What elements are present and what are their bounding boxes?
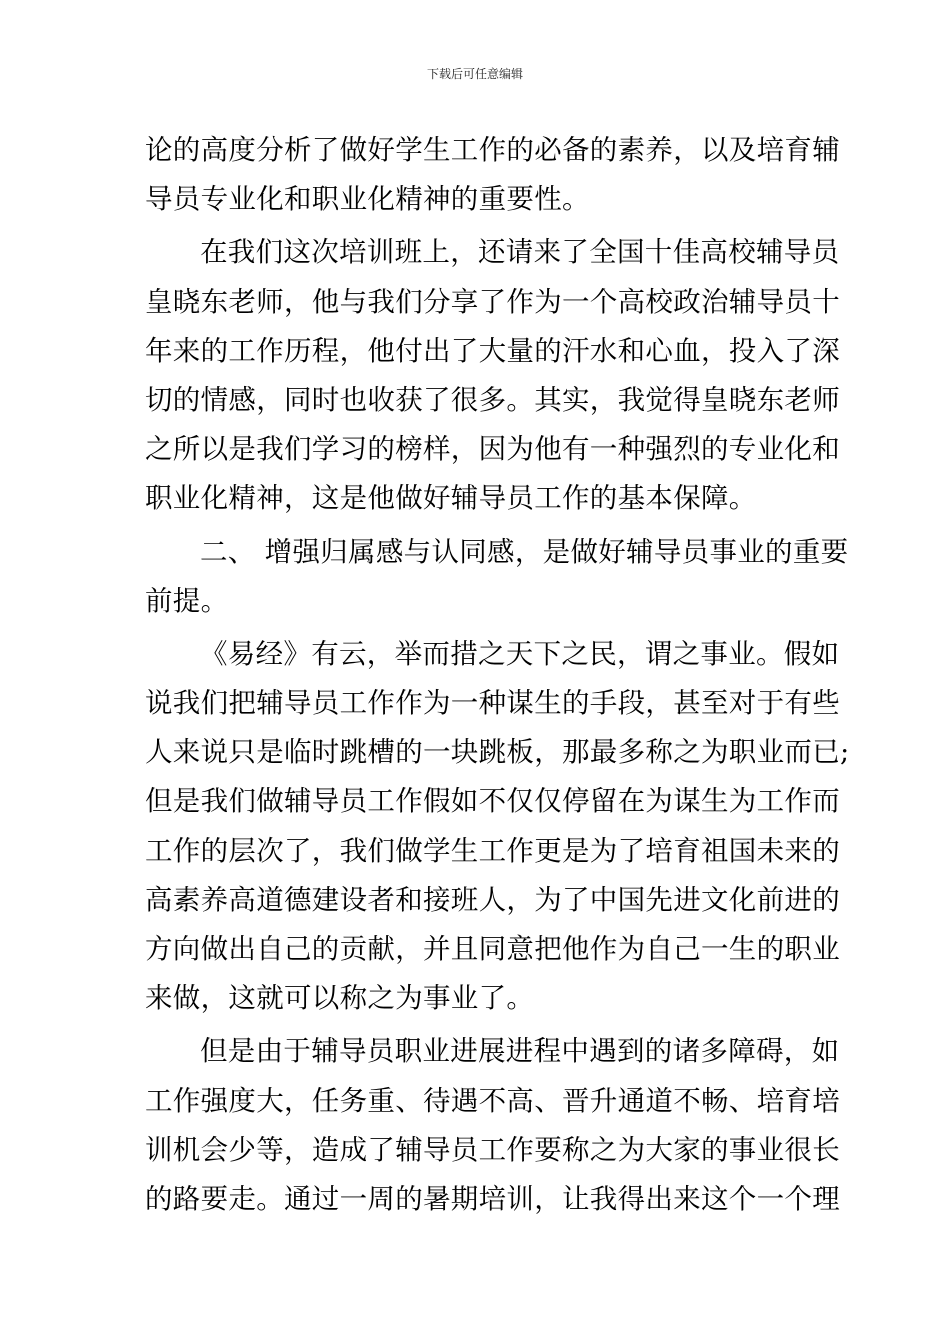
text-line: 说我们把辅导员工作作为一种谋生的手段，甚至对于有些	[145, 687, 840, 720]
text-line: 皇晓东老师，他与我们分享了作为一个高校政治辅导员十	[145, 285, 840, 318]
text-line: 训机会少等，造成了辅导员工作要称之为大家的事业很长	[145, 1133, 840, 1166]
paragraph-3	[145, 630, 850, 1024]
text-line: 之所以是我们学习的榜样，因为他有一种强烈的专业化和	[145, 433, 840, 466]
text-line: 工作强度大，任务重、待遇不高、晋升通道不畅、培育培	[145, 1084, 840, 1117]
text-line: 工作的层次了，我们做学生工作更是为了培育祖国未来的	[145, 834, 840, 867]
text-line: 方向做出自己的贡献，并且同意把他作为自己一生的职业	[145, 933, 840, 965]
page-header: 下载后可任意编辑	[426, 67, 523, 81]
text-line: 年来的工作历程，他付出了大量的汗水和心血，投入了深	[145, 334, 840, 367]
paragraph-4	[145, 1027, 840, 1224]
text-line: 但是我们做辅导员工作假如不仅仅停留在为谋生为工作而	[145, 785, 840, 818]
paragraph-2	[145, 228, 840, 523]
text-line: 来做，这就可以称之为事业了。	[145, 982, 535, 1015]
text-line: 的路要走。通过一周的暑期培训，让我得出来这个一个理	[145, 1182, 840, 1215]
section-heading-2	[145, 528, 849, 626]
text-line: 人来说只是临时跳槽的一块跳板，那最多称之为职业而已;	[145, 736, 850, 769]
text-line: 前提。	[145, 584, 229, 617]
text-line: 但是由于辅导员职业进展进程中遇到的诸多障碍，如	[200, 1035, 840, 1068]
text-line: 二、 增强归属感与认同感，是做好辅导员事业的重要	[200, 535, 849, 568]
text-line: 在我们这次培训班上，还请来了全国十佳高校辅导员	[200, 236, 840, 269]
text-line: 导员专业化和职业化精神的重要性。	[145, 183, 590, 216]
text-line: 论的高度分析了做好学生工作的必备的素养，以及培育辅	[145, 134, 840, 166]
text-line: 职业化精神，这是他做好辅导员工作的基本保障。	[145, 482, 757, 515]
text-line: 《易经》有云，举而措之天下之民，谓之事业。假如	[200, 637, 840, 670]
document-body	[145, 126, 850, 1224]
text-line: 高素养高道德建设者和接班人，为了中国先进文化前进的	[145, 883, 840, 916]
paragraph-1	[145, 126, 840, 224]
text-line: 切的情感，同时也收获了很多。其实，我觉得皇晓东老师	[145, 383, 840, 416]
